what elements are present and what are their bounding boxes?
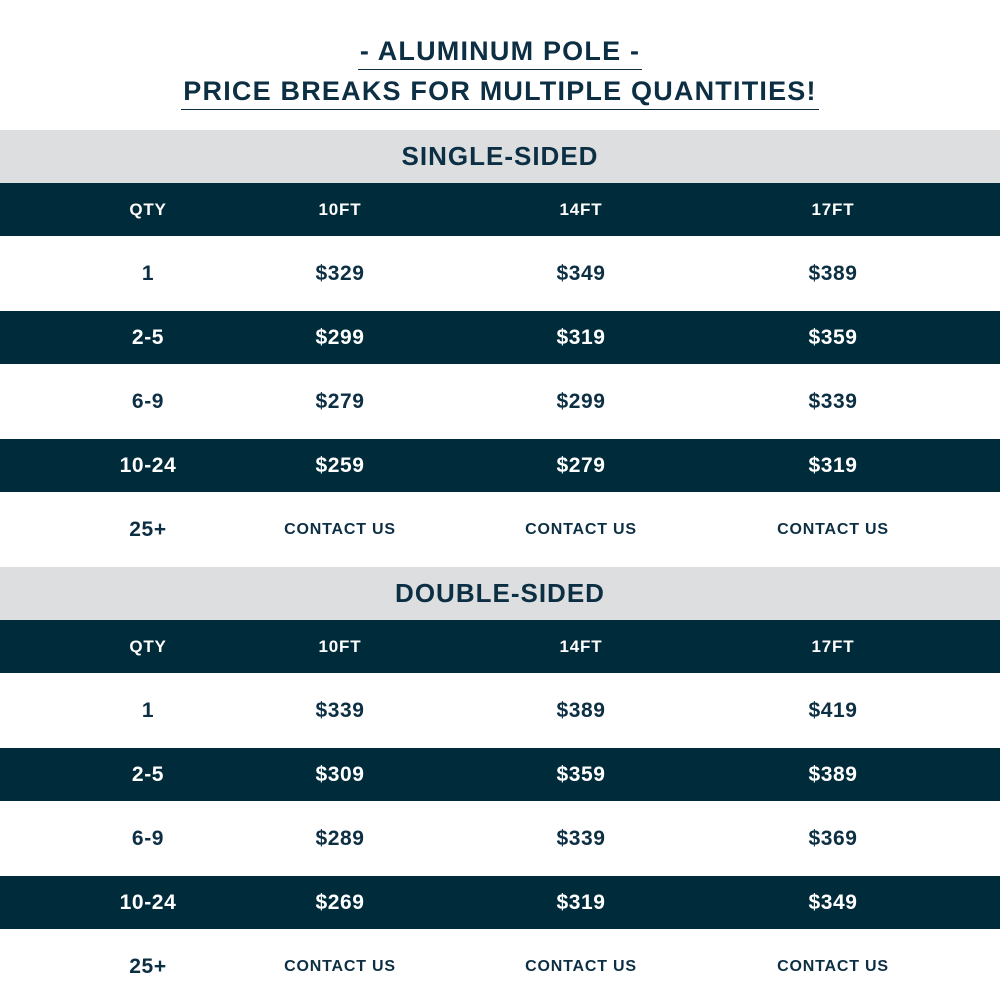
price-cell: $359	[556, 762, 606, 786]
qty-cell: 6-9	[131, 389, 165, 413]
price-cell: $289	[315, 826, 365, 850]
column-header-17ft: 17FT	[811, 636, 855, 656]
qty-cell: 2-5	[131, 325, 165, 349]
price-cell: $359	[808, 325, 858, 349]
price-cell: $259	[315, 453, 365, 477]
price-cell: $349	[808, 890, 858, 914]
price-cell: $329	[315, 261, 365, 285]
price-cell: $389	[808, 762, 858, 786]
price-cell: $299	[556, 389, 606, 413]
price-cell: $339	[556, 826, 606, 850]
column-header-row	[0, 183, 1000, 236]
price-cell: $269	[315, 890, 365, 914]
column-header-14ft: 14FT	[559, 199, 603, 219]
price-cell: $319	[556, 890, 606, 914]
qty-cell: 1	[141, 698, 155, 722]
price-cell: $309	[315, 762, 365, 786]
price-cell: $419	[808, 698, 858, 722]
qty-cell: 6-9	[131, 826, 165, 850]
column-header-14ft: 14FT	[559, 636, 603, 656]
price-cell: $339	[808, 389, 858, 413]
title-block	[0, 34, 1000, 110]
price-cell: $369	[808, 826, 858, 850]
price-cell: $319	[808, 453, 858, 477]
table-row	[0, 236, 1000, 311]
contact-us-cell: CONTACT US	[525, 520, 637, 538]
table-row	[0, 439, 1000, 492]
contact-us-cell: CONTACT US	[777, 957, 889, 975]
price-cell: $279	[315, 389, 365, 413]
contact-us-cell: CONTACT US	[284, 520, 396, 538]
price-cell: $349	[556, 261, 606, 285]
qty-cell: 10-24	[119, 453, 177, 477]
qty-cell: 2-5	[131, 762, 165, 786]
qty-cell: 10-24	[119, 890, 177, 914]
double-sided-table	[0, 567, 1000, 1000]
table-row	[0, 876, 1000, 929]
price-cell: $279	[556, 453, 606, 477]
column-header-qty: QTY	[129, 199, 167, 219]
column-header-10ft: 10FT	[318, 199, 362, 219]
table-row	[0, 929, 1000, 1000]
table-row	[0, 748, 1000, 801]
column-header-qty: QTY	[129, 636, 167, 656]
contact-us-cell: CONTACT US	[777, 520, 889, 538]
section-heading: DOUBLE-SIDED	[0, 567, 1000, 620]
table-row	[0, 673, 1000, 748]
price-cell: $319	[556, 325, 606, 349]
column-header-10ft: 10FT	[318, 636, 362, 656]
qty-cell: 25+	[129, 954, 167, 978]
single-sided-table	[0, 130, 1000, 567]
table-row	[0, 492, 1000, 567]
price-cell: $299	[315, 325, 365, 349]
table-row	[0, 364, 1000, 439]
title-line-2: PRICE BREAKS FOR MULTIPLE QUANTITIES!	[181, 74, 818, 110]
qty-cell: 1	[141, 261, 155, 285]
price-cell: $389	[808, 261, 858, 285]
column-header-row	[0, 620, 1000, 673]
contact-us-cell: CONTACT US	[525, 957, 637, 975]
table-row	[0, 801, 1000, 876]
column-header-17ft: 17FT	[811, 199, 855, 219]
price-cell: $389	[556, 698, 606, 722]
section-heading: SINGLE-SIDED	[0, 130, 1000, 183]
price-cell: $339	[315, 698, 365, 722]
contact-us-cell: CONTACT US	[284, 957, 396, 975]
title-line-1: - ALUMINUM POLE -	[358, 34, 642, 70]
qty-cell: 25+	[129, 517, 167, 541]
table-row	[0, 311, 1000, 364]
